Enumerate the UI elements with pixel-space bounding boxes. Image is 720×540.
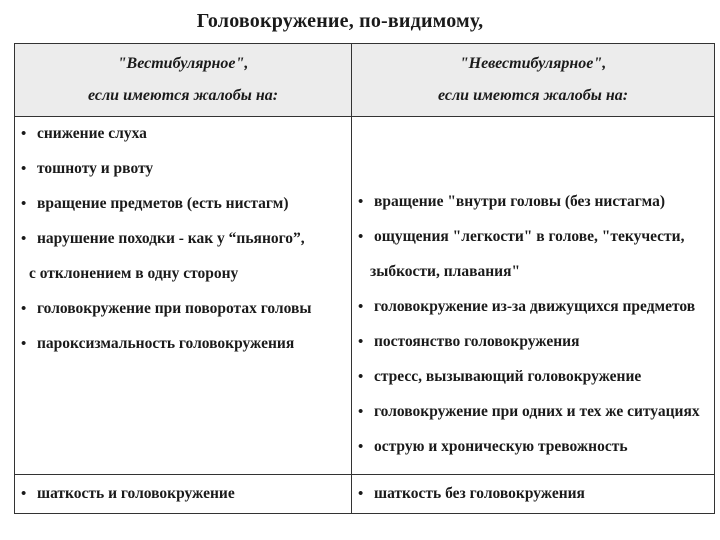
list-item: • головокружение при поворотах головы <box>15 300 351 318</box>
page-title: Головокружение, по-видимому, <box>196 10 484 32</box>
non-vestibular-symptoms-cell <box>352 117 715 475</box>
vestibular-header-title: "Вестибулярное", <box>117 55 249 72</box>
footer-row <box>15 475 715 514</box>
vestibular-symptoms-list <box>15 117 351 353</box>
vestibular-footer-list <box>15 485 351 503</box>
vestibular-symptoms-cell <box>15 117 352 475</box>
list-item: • шаткость без головокружения <box>352 485 714 503</box>
list-item: • головокружение при одних и тех же ситуациях <box>352 403 714 421</box>
list-item: • вращение предметов (есть нистагм) <box>15 195 351 213</box>
list-item-text: ощущения "легкости" в голове, "текучести, <box>374 228 685 245</box>
non-vestibular-header <box>352 44 715 117</box>
list-item: • стресс, вызывающий головокружение <box>352 368 714 386</box>
list-item: • головокружение из-за движущихся предметов <box>352 298 714 316</box>
vestibular-footer-cell <box>15 475 352 514</box>
non-vestibular-header-title: "Невестибулярное", <box>459 55 607 72</box>
list-item-continuation: зыбкости, плавания" <box>370 263 521 280</box>
non-vestibular-footer-cell <box>352 475 715 514</box>
non-vestibular-symptoms-list <box>352 117 714 456</box>
list-item: • снижение слуха <box>15 125 351 143</box>
list-item: • тошноту и рвоту <box>15 160 351 178</box>
list-item: • шаткость и головокружение <box>15 485 351 503</box>
list-item-text: нарушение походки - как у “пьяного”, <box>37 230 305 247</box>
header-row <box>15 44 715 117</box>
list-item: • вращение "внутри головы (без нистагма) <box>352 193 714 211</box>
list-item <box>15 230 351 283</box>
list-item: • постоянство головокружения <box>352 333 714 351</box>
vestibular-header-subtitle: если имеются жалобы на: <box>87 87 279 104</box>
list-item: • острую и хроническую тревожность <box>352 438 714 456</box>
list-item <box>352 228 714 281</box>
list-item: • пароксизмальность головокружения <box>15 335 351 353</box>
list-item-continuation: с отклонением в одну сторону <box>29 265 239 282</box>
non-vestibular-footer-list <box>352 485 714 503</box>
symptoms-row <box>15 117 715 475</box>
vestibular-header <box>15 44 352 117</box>
comparison-table <box>14 43 715 514</box>
non-vestibular-header-subtitle: если имеются жалобы на: <box>437 87 629 104</box>
